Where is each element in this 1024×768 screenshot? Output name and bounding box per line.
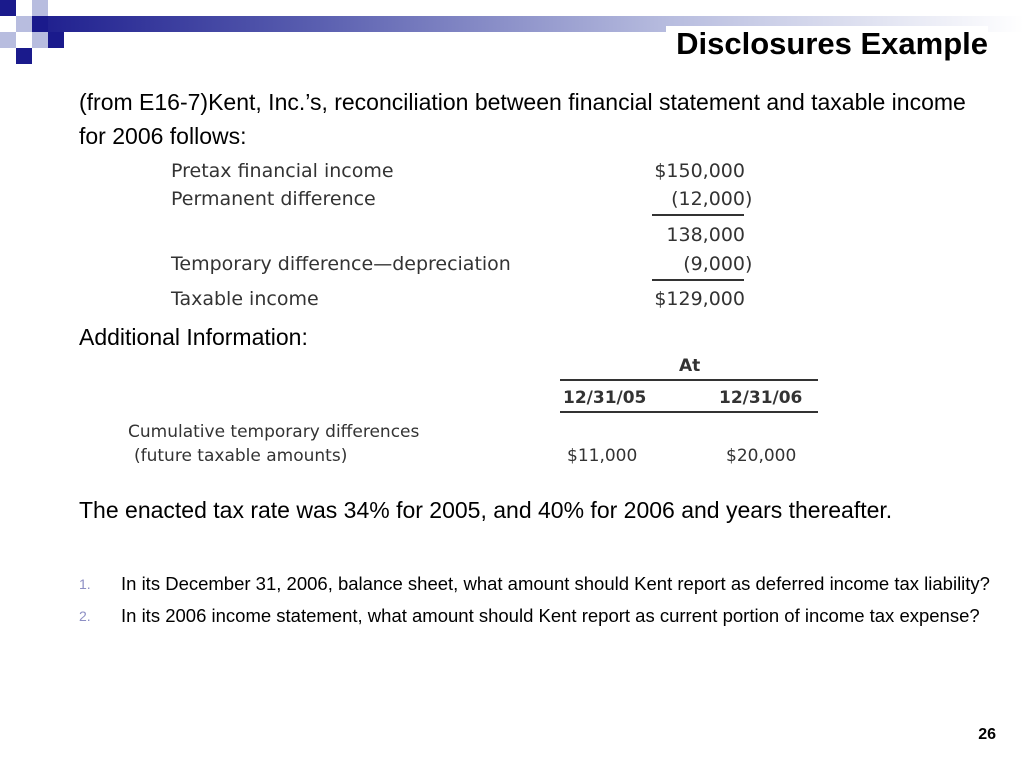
total-rule bbox=[652, 279, 744, 281]
list-item bbox=[79, 570, 999, 597]
recon-value: $129,000 bbox=[654, 288, 745, 310]
recon-value: (9,000) bbox=[683, 253, 753, 275]
decor-square bbox=[32, 32, 48, 48]
decor-square bbox=[32, 0, 48, 16]
recon-label: Taxable income bbox=[171, 288, 319, 310]
questions-list bbox=[79, 570, 999, 634]
header-rule bbox=[560, 411, 818, 413]
temporary-differences-table bbox=[0, 350, 1024, 480]
tax-rate-text: The enacted tax rate was 34% for 2005, and 40% for 2006 and years thereafter. bbox=[79, 497, 893, 523]
header-rule bbox=[560, 379, 818, 381]
list-number: 2. bbox=[79, 608, 91, 624]
decor-square bbox=[32, 16, 48, 32]
decor-square bbox=[48, 0, 64, 16]
question-text: In its December 31, 2006, balance sheet, what amount should Kent report as deferred income tax liability? bbox=[121, 573, 990, 594]
intro-text: (from E16-7)Kent, Inc.’s, reconciliation between financial statement and taxable income for 2006 follows: bbox=[79, 89, 966, 149]
column-header: 12/31/05 bbox=[563, 388, 647, 408]
row-label: (future taxable amounts) bbox=[134, 446, 348, 466]
row-label: Cumulative temporary differences bbox=[128, 422, 420, 442]
list-number: 1. bbox=[79, 576, 91, 592]
slide-title: Disclosures Example bbox=[666, 26, 988, 62]
cell-value: $20,000 bbox=[726, 446, 797, 466]
recon-label: Pretax financial income bbox=[171, 160, 394, 182]
column-header: 12/31/06 bbox=[719, 388, 803, 408]
column-group-header: At bbox=[679, 356, 701, 376]
recon-label: Permanent difference bbox=[171, 188, 376, 210]
decor-square bbox=[0, 16, 16, 32]
subtotal-rule bbox=[652, 214, 744, 216]
recon-value: (12,000) bbox=[671, 188, 753, 210]
decor-square bbox=[16, 0, 32, 16]
reconciliation-table bbox=[0, 155, 1024, 315]
cell-value: $11,000 bbox=[567, 446, 638, 466]
recon-value: 138,000 bbox=[666, 224, 745, 246]
decor-square bbox=[0, 0, 16, 16]
list-item bbox=[79, 602, 999, 629]
decor-square bbox=[0, 32, 16, 48]
decor-square bbox=[16, 16, 32, 32]
decor-square bbox=[16, 32, 32, 48]
question-text: In its 2006 income statement, what amount should Kent report as current portion of income tax expense? bbox=[121, 605, 980, 626]
recon-label: Temporary difference—depreciation bbox=[171, 253, 511, 275]
recon-value: $150,000 bbox=[654, 160, 745, 182]
additional-info-heading: Additional Information: bbox=[79, 324, 308, 350]
decor-square bbox=[48, 32, 64, 48]
decor-square bbox=[16, 48, 32, 64]
page-number: 26 bbox=[978, 726, 996, 743]
